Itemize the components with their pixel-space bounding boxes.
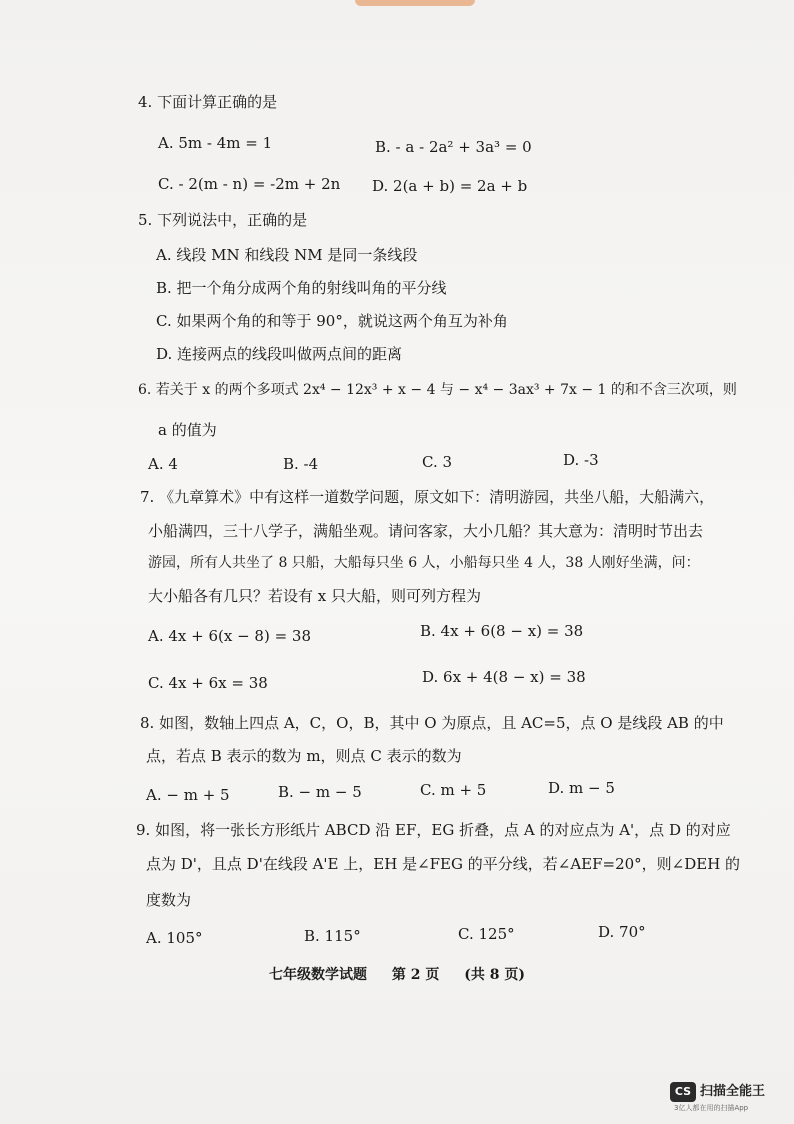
q7-option-c: C. 4x + 6x = 38 [148,674,268,692]
footer-subject: 七年级数学试题 [269,967,367,983]
q5-option-c: C. 如果两个角的和等于 90°，就说这两个角互为补角 [156,312,508,330]
top-edge-mark [355,0,475,6]
q6-option-b: B. -4 [283,455,319,473]
q9-line-1: 9. 如图，将一张长方形纸片 ABCD 沿 EF，EG 折叠，点 A 的对应点为 A'，点 D 的对应 [136,821,731,839]
q5-stem: 5. 下列说法中，正确的是 [138,211,308,229]
q4-option-c: C. - 2(m - n) = -2m + 2n [158,175,341,193]
q7-line-1: 7. 《九章算术》中有这样一道数学问题，原文如下：清明游园，共坐八船，大船满六， [140,488,715,506]
q6-option-d: D. -3 [563,451,599,469]
q8-option-c: C. m + 5 [420,781,487,799]
q7-line-3: 游园，所有人共坐了 8 只船，大船每只坐 6 人，小船每只坐 4 人，38 人刚好坐满，问： [148,555,700,571]
q6-line-1: 6. 若关于 x 的两个多项式 2x⁴ − 12x³ + x − 4 与 − x⁴ − 3ax³ + 7x − 1 的和不含三次项，则 [138,382,737,398]
q5-option-a: A. 线段 MN 和线段 NM 是同一条线段 [156,246,418,264]
q9-option-a: A. 105° [146,929,203,947]
q6-option-a: A. 4 [148,455,178,473]
q8-option-d: D. m − 5 [548,779,615,797]
q8-line-1: 8. 如图，数轴上四点 A，C，O，B，其中 O 为原点，且 AC=5，点 O 是线段 AB 的中 [140,714,724,732]
q7-line-2: 小船满四，三十八学子，满船坐观。请问客家，大小几船？其大意为：清明时节出去 [148,522,704,540]
q4-option-b: B. - a - 2a² + 3a³ = 0 [375,138,532,156]
q9-option-c: C. 125° [458,925,515,943]
q4-option-d: D. 2(a + b) = 2a + b [372,177,528,195]
page-footer [0,964,794,984]
q9-line-2: 点为 D'，且点 D'在线段 A'E 上，EH 是∠FEG 的平分线，若∠AEF=20°，则∠DEH 的 [146,855,741,873]
scanner-tagline: 3亿人都在用的扫描App [674,1104,749,1112]
footer-total-pages: (共 8 页) [464,967,525,983]
footer-page-number: 第 2 页 [391,967,440,983]
q9-line-3: 度数为 [146,891,192,909]
scanner-watermark [670,1080,780,1114]
q7-line-4: 大小船各有几只？若设有 x 只大船，则可列方程为 [148,587,481,605]
scanner-app-name: 扫描全能王 [700,1084,766,1099]
q9-option-d: D. 70° [598,923,646,941]
scanner-logo-icon: CS [670,1082,696,1102]
q7-option-a: A. 4x + 6(x − 8) = 38 [148,627,312,645]
q5-option-d: D. 连接两点的线段叫做两点间的距离 [156,345,403,363]
q7-option-b: B. 4x + 6(8 − x) = 38 [420,622,584,640]
q5-option-b: B. 把一个角分成两个角的射线叫角的平分线 [156,279,447,297]
q4-option-a: A. 5m - 4m = 1 [158,134,273,152]
q4-stem: 4. 下面计算正确的是 [138,93,278,111]
q8-line-2: 点，若点 B 表示的数为 m，则点 C 表示的数为 [146,747,462,765]
q8-option-b: B. − m − 5 [278,783,362,801]
q7-option-d: D. 6x + 4(8 − x) = 38 [422,668,586,686]
q6-line-2: a 的值为 [158,421,217,439]
q6-option-c: C. 3 [422,453,453,471]
q9-option-b: B. 115° [304,927,361,945]
q8-option-a: A. − m + 5 [146,786,230,804]
